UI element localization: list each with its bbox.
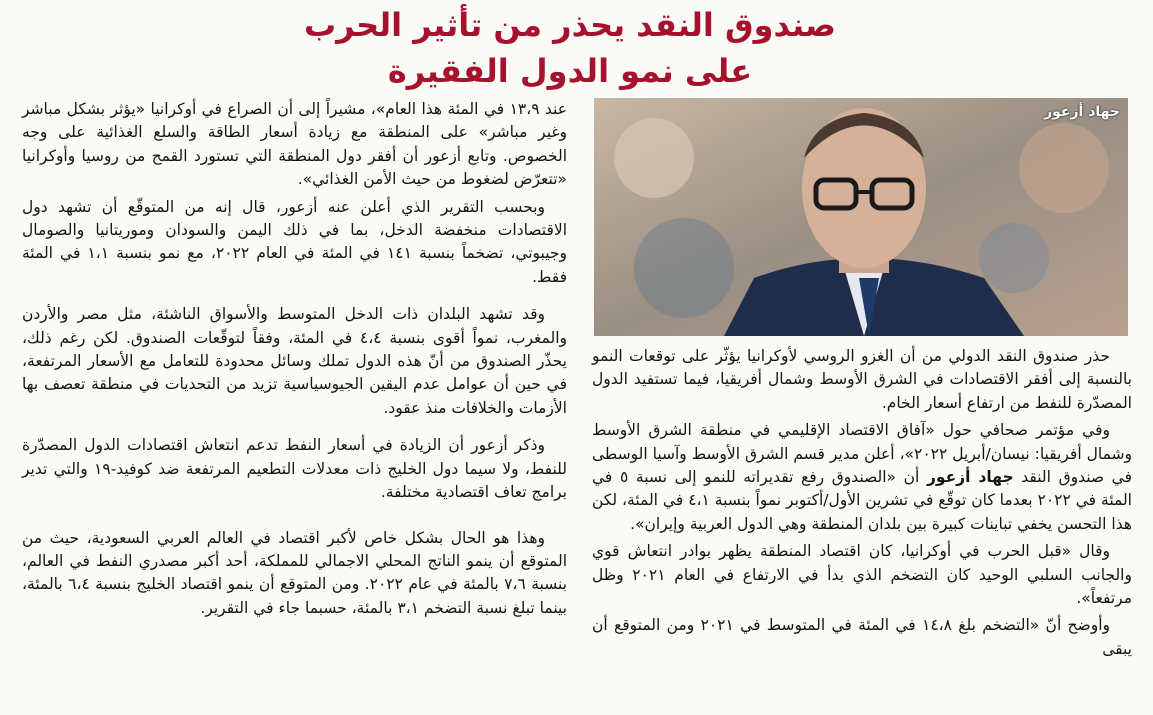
headline-line-1: صندوق النقد يحذر من تأثير الحرب bbox=[304, 6, 836, 44]
left-paragraph-2: وبحسب التقرير الذي أعلن عنه أزعور، قال إنه من المتوقّع أن تشهد دول الاقتصادات منخفضة الدخل، بما في ذلك اليمن والسودان وموريتانيا والصومال وجيبوتي، تضخماً بنسبة ١٤١ في المئة في العام ٢٠٢٢، مع نمو بنسبة ١،١ في المئة فقط. bbox=[22, 197, 567, 286]
portrait-photo bbox=[594, 98, 1128, 336]
photo-caption: جهاد أزعور bbox=[1044, 104, 1120, 120]
right-paragraph-1: حذر صندوق النقد الدولي من أن الغزو الروسي لأوكرانيا يؤثّر على توقعات النمو بالنسبة إلى أفقر الاقتصادات في الشرق الأوسط وشمال أفريقيا، فيما تستفيد الدول المصدّرة للنفط من ارتفاع أسعار الخام. bbox=[592, 347, 1132, 412]
headline bbox=[260, 2, 880, 94]
right-paragraph-2 bbox=[592, 419, 1132, 536]
left-paragraph-1: عند ١٣،٩ في المئة هذا العام»، مشيراً إلى أن الصراع في أوكرانيا «يؤثر بشكل مباشر وغير مباشر» على المنطقة مع زيادة أسعار الطاقة والسلع الغذائية على وجه الخصوص. وتابع أزعور أن أفقر دول المنطقة التي تستورد القمح من روسيا وأوكرانيا «تتعرّض لضغوط من حيث الأمن الغذائي». bbox=[22, 100, 567, 189]
right-paragraph-2-part-a: وفي مؤتمر صحافي حول «آفاق الاقتصاد الإقليمي في منطقة الشرق الأوسط وشمال أفريقيا: نيسان/أبريل ٢٠٢٢»، أعلن مدير قسم الشرق الأوسط وآسيا الوسطى في صندوق النقد bbox=[592, 421, 1133, 487]
left-column bbox=[22, 98, 567, 624]
bokeh-blob bbox=[1019, 123, 1109, 213]
left-paragraph-5: وهذا هو الحال بشكل خاص لأكبر اقتصاد في العالم العربي السعودية، حيث من المتوقع أن ينمو الناتج المحلي الاجمالي للمملكة، أحد أكبر مصدري النفط في العالم، بنسبة ٧،٦ بالمئة في عام ٢٠٢٢. ومن المتوقع أن ينمو اقتصاد الخليج بنسبة ٦،٤ بالمئة، بينما تبلغ نسبة التضخم ٣،١ بالمئة، حسبما جاء في التقرير. bbox=[22, 528, 568, 617]
left-paragraph-3: وقد تشهد البلدان ذات الدخل المتوسط والأسواق الناشئة، مثل مصر والأردن والمغرب، نمواً أقوى بنسبة ٤،٤ في المئة، وفقاً لتوقّعات الصندوق. لكن رغم ذلك، يحذّر الصندوق من أنّ هذه الدول تملك وسائل محدودة للتعامل مع الأسعار المرتفعة، في حين أن عوامل عدم اليقين الجيوسياسية تزيد من التحديات في منطقة تعصف بها الأزمات والخلافات منذ عقود. bbox=[22, 305, 567, 417]
headline-line-2: على نمو الدول الفقيرة bbox=[387, 52, 753, 90]
person-name: جهاد أزعور bbox=[926, 468, 1014, 487]
left-paragraph-4: وذكر أزعور أن الزيادة في أسعار النفط تدعم انتعاش اقتصادات الدول المصدّرة للنفط، ولا سيما دول الخليج ذات معدلات التطعيم المرتفعة ضد كوفيد-١٩ والتي تدير برامج تعاف اقتصادية مختلفة. bbox=[22, 436, 567, 502]
portrait-illustration bbox=[594, 98, 1128, 336]
bokeh-blob bbox=[979, 223, 1049, 293]
bokeh-blob bbox=[634, 218, 734, 318]
right-column bbox=[592, 345, 1132, 665]
bokeh-blob bbox=[614, 118, 694, 198]
right-paragraph-2-part-b: أن «الصندوق رفع تقديراته للنمو إلى نسبة ٥ في المئة في ٢٠٢٢ بعدما كان توقّع في تشرين الأول/أكتوبر نمواً بنسبة ٤،١ في المئة، لكن هذا التحسن يخفي تباينات كبيرة بين بلدان المنطقة وهي الدول العربية وإيران». bbox=[592, 468, 1132, 533]
right-paragraph-4: وأوضح أنّ «التضخم بلغ ١٤،٨ في المئة في المتوسط في ٢٠٢١ ومن المتوقع أن يبقى bbox=[592, 616, 1132, 658]
right-paragraph-3: وقال «قبل الحرب في أوكرانيا، كان اقتصاد المنطقة يظهر بوادر انتعاش قوي والجانب السلبي الوحيد كان التضخم الذي بدأ في الارتفاع في العام ٢٠٢١ وظل مرتفعاً». bbox=[592, 542, 1132, 608]
